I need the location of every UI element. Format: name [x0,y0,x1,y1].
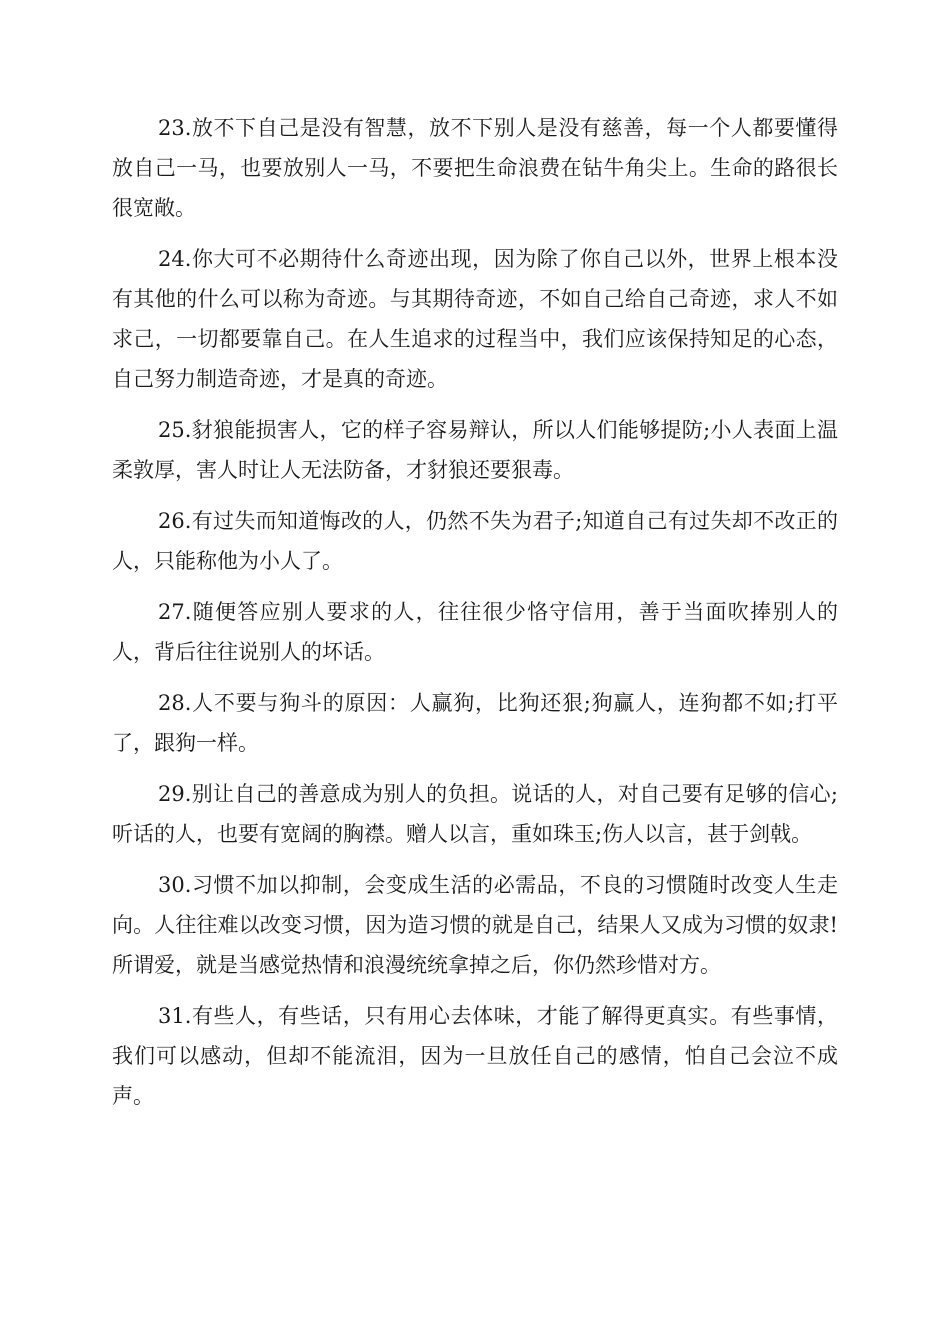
paragraph-29: 29.别让自己的善意成为别人的负担。说话的人，对自己要有足够的信心;听话的人，也要有宽阔的胸襟。赠人以言，重如珠玉;伤人以言，甚于剑戟。 [112,782,838,846]
paragraph-23: 23.放不下自己是没有智慧，放不下别人是没有慈善，每一个人都要懂得放自己一马，也要放别人一马，不要把生命浪费在钻牛角尖上。生命的路很长很宽敞。 [112,116,838,220]
paragraph-26: 26.有过失而知道悔改的人，仍然不失为君子;知道自己有过失却不改正的人，只能称他为小人了。 [112,509,838,573]
paragraph-24: 24.你大可不必期待什么奇迹出现，因为除了你自己以外，世界上根本没有其他的什么可以称为奇迹。与其期待奇迹，不如自己给自己奇迹，求人不如求己，一切都要靠自己。在人生追求的过程当中，我们应该保持知足的心态，自己努力制造奇迹，才是真的奇迹。 [112,247,838,391]
paragraph-27: 27.随便答应别人要求的人，往往很少恪守信用，善于当面吹捧别人的人，背后往往说别人的坏话。 [112,600,838,664]
paragraph-25: 25.豺狼能损害人，它的样子容易辩认，所以人们能够提防;小人表面上温柔敦厚，害人时让人无法防备，才豺狼还要狠毒。 [112,418,838,482]
paragraph-28: 28.人不要与狗斗的原因：人赢狗，比狗还狠;狗赢人，连狗都不如;打平了，跟狗一样。 [112,691,838,755]
document-body [112,108,838,1127]
paragraph-30: 30.习惯不加以抑制，会变成生活的必需品，不良的习惯随时改变人生走向。人往往难以改变习惯，因为造习惯的就是自己，结果人又成为习惯的奴隶!所谓爱，就是当感觉热情和浪漫统统拿掉之后，你仍然珍惜对方。 [112,873,838,977]
paragraph-31: 31.有些人，有些话，只有用心去体味，才能了解得更真实。有些事情，我们可以感动，但却不能流泪，因为一旦放任自己的感情，怕自己会泣不成声。 [112,1004,838,1108]
